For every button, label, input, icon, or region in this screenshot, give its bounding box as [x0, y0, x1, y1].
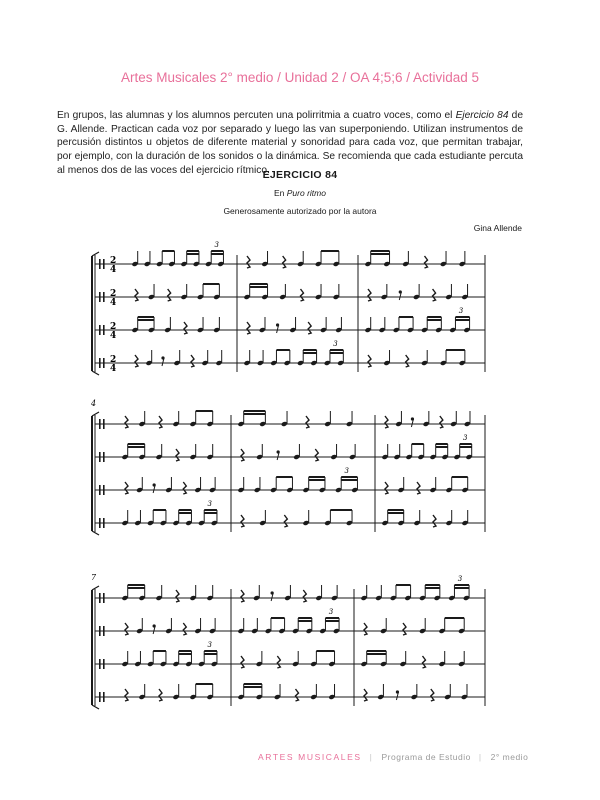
page-footer: ARTES MUSICALES | Programa de Estudio | 2° medio: [258, 752, 529, 762]
quarter-rest: [315, 449, 318, 461]
percussion-clef: [99, 292, 101, 302]
percussion-clef: [99, 518, 101, 528]
quarter-rest: [183, 482, 186, 494]
triplet-mark: 3: [463, 434, 468, 442]
exercise-source: En Puro ritmo: [274, 188, 326, 198]
quarter-rest: [403, 623, 406, 635]
quarter-rest: [283, 256, 286, 268]
quarter-rest: [183, 623, 186, 635]
triplet-mark: 3: [207, 500, 212, 508]
quarter-rest: [241, 656, 244, 668]
quarter-rest: [125, 689, 128, 701]
triplet-mark: 3: [457, 575, 463, 583]
quarter-rest: [168, 289, 171, 301]
percussion-clef: [103, 452, 105, 462]
quarter-rest: [368, 289, 371, 301]
quarter-rest: [176, 590, 179, 602]
quarter-rest: [125, 623, 128, 635]
percussion-clef: [103, 593, 105, 603]
quarter-rest: [284, 515, 287, 527]
time-signature-bottom: 4: [110, 364, 117, 374]
quarter-rest: [364, 689, 367, 701]
percussion-clef: [103, 626, 105, 636]
time-signature-top: 2: [110, 289, 117, 299]
time-signature-top: 2: [110, 355, 117, 365]
percussion-clef: [103, 419, 105, 429]
percussion-clef: [103, 518, 105, 528]
percussion-clef: [99, 485, 101, 495]
measure-number: 7: [91, 573, 97, 582]
percussion-clef: [103, 325, 105, 335]
measure-number: 4: [91, 399, 97, 408]
quarter-rest: [364, 623, 367, 635]
quarter-rest: [431, 689, 434, 701]
composer-name: Gina Allende: [473, 223, 522, 233]
time-signature-bottom: 4: [110, 298, 117, 308]
quarter-rest: [368, 355, 371, 367]
quarter-rest: [423, 656, 426, 668]
quarter-rest: [308, 322, 311, 334]
quarter-rest: [425, 256, 428, 268]
quarter-rest: [125, 416, 128, 428]
percussion-clef: [99, 259, 101, 269]
triplet-mark: 3: [333, 340, 338, 348]
quarter-rest: [385, 482, 388, 494]
quarter-rest: [159, 689, 162, 701]
exercise-title: EJERCICIO 84: [262, 169, 338, 181]
percussion-clef: [103, 692, 105, 702]
triplet-mark: 3: [344, 467, 349, 475]
percussion-clef: [99, 358, 101, 368]
time-signature-top: 2: [110, 322, 117, 332]
percussion-clef: [103, 292, 105, 302]
quarter-rest: [247, 322, 250, 334]
time-signature-bottom: 4: [110, 331, 117, 341]
quarter-rest: [191, 355, 194, 367]
time-signature-top: 2: [110, 256, 117, 266]
quarter-rest: [241, 590, 244, 602]
quarter-rest: [125, 482, 128, 494]
triplet-mark: 3: [214, 241, 219, 249]
exercise-authorization: Generosamente autorizado por la autora: [223, 206, 377, 216]
quarter-rest: [306, 416, 309, 428]
quarter-rest: [303, 590, 306, 602]
quarter-rest: [135, 289, 138, 301]
percussion-clef: [103, 659, 105, 669]
percussion-clef: [99, 659, 101, 669]
triplet-mark: 3: [458, 307, 464, 315]
time-signature-bottom: 4: [110, 265, 117, 275]
page-header: Artes Musicales 2° medio / Unidad 2 / OA 4;5;6 / Actividad 5: [120, 70, 480, 85]
quarter-rest: [440, 416, 443, 428]
quarter-rest: [159, 416, 162, 428]
quarter-rest: [247, 256, 250, 268]
quarter-rest: [184, 322, 187, 334]
quarter-rest: [385, 416, 388, 428]
quarter-rest: [241, 449, 244, 461]
triplet-mark: 3: [328, 608, 334, 616]
percussion-clef: [99, 419, 101, 429]
percussion-clef: [103, 358, 105, 368]
quarter-rest: [433, 289, 436, 301]
percussion-clef: [99, 626, 101, 636]
percussion-clef: [99, 593, 101, 603]
percussion-clef: [103, 259, 105, 269]
quarter-rest: [277, 656, 280, 668]
quarter-rest: [296, 689, 299, 701]
percussion-clef: [103, 485, 105, 495]
quarter-rest: [301, 289, 304, 301]
triplet-mark: 3: [207, 641, 212, 649]
quarter-rest: [241, 515, 244, 527]
percussion-clef: [99, 692, 101, 702]
quarter-rest: [135, 355, 138, 367]
quarter-rest: [433, 515, 436, 527]
percussion-clef: [99, 452, 101, 462]
quarter-rest: [176, 449, 179, 461]
activity-description: En grupos, las alumnas y los alumnos percuten una polirritmia a cuatro voces, como el Ejercicio 84 de G. Allende. Practican cada voz por separado y luego las van superponiendo. Utilizan instrumentos de percusión distintos u objetos de diferente material y sonoridad para cada voz, que permitan trabajar, por ejemplo, con la duración de los sonidos o la dinámica. Se recomienda que cada estudiante percuta al menos dos de las voces del ejercicio rítmico.: [57, 110, 523, 176]
percussion-clef: [99, 325, 101, 335]
rhythm-score: [0, 240, 600, 730]
exercise-reference: Ejercicio 84: [455, 110, 509, 122]
quarter-rest: [406, 355, 409, 367]
quarter-rest: [417, 482, 420, 494]
